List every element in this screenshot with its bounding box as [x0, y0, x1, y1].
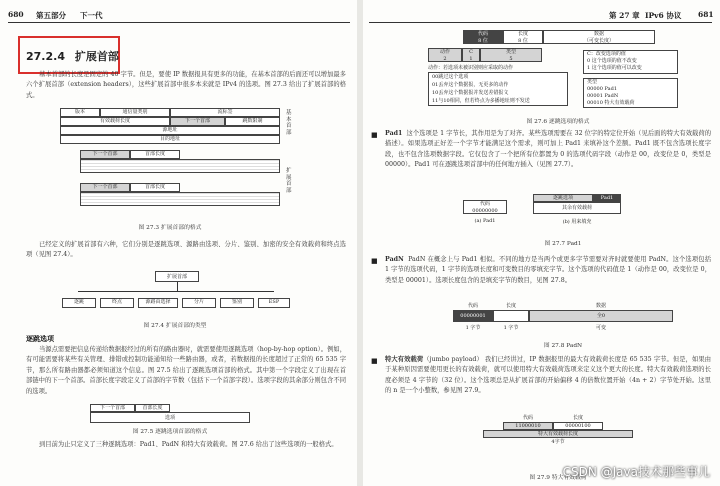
jumbo-paragraph — [385, 355, 711, 397]
fig6-code-label: 代码 — [477, 31, 488, 37]
fig7-code — [463, 200, 507, 214]
pad1-text: 这个选项是 1 字节长，其作用是为了对齐。某些选项需要在 32 位字的特定位开始（见后面的特大有效载荷的描述）。如果选项正好差一个字节才能满足这个需求，则可加上 Pad1 来填补这个差额。Pad1 既不包含选项长度字段，也不包含选项数据字段。它仅包含了一个把所有位都置为 0 的选项代码字段（动作是 00，改变位是 0，类型是 00000）。Pad1 可在逐跳选项首部中的任何地方插入（见图 27.7）。 — [385, 130, 711, 169]
fig7-opt-label: 逐跳选项 — [533, 194, 593, 202]
fig4-item-esp: ESP — [258, 298, 290, 308]
fig9-bytes: 4字节 — [551, 439, 565, 445]
fig4-item-routing: 源路由选择 — [138, 298, 178, 308]
fig3-ext-header-label: 扩展首部 — [286, 168, 292, 194]
padn-title: PadN — [385, 256, 404, 263]
paragraph-2: 已经定义的扩展首部有六种，它们分别是逐跳选项、源路由选项、分片、鉴别、加密的安全有效载荷和终点选项（见图 27.4）。 — [26, 241, 346, 259]
left-part-title: 下一代 — [80, 11, 103, 20]
figure-27-9 — [483, 414, 633, 444]
fig6-c-legend-0: C：改变选项的值 — [587, 51, 626, 57]
fig9-length-value: 00000100 — [553, 422, 603, 430]
fig6-length — [503, 30, 543, 44]
fig6-c-bits: 1 — [469, 55, 473, 62]
fig6-length-bits: 8 位 — [518, 37, 528, 44]
fig9-length-label: 长度 — [572, 415, 583, 421]
figure-27-5 — [90, 404, 250, 424]
fig7-code-label: 代码 — [479, 201, 490, 207]
hop-by-hop-heading: 逐跳选项 — [26, 334, 54, 343]
padn-paragraph — [385, 255, 711, 286]
fig3-ext-header-length-1: 首部长度 — [130, 150, 180, 159]
right-page — [363, 0, 720, 486]
fig3-destination-address: 目的地址 — [60, 135, 280, 144]
fig5-options: 选项 — [90, 412, 250, 423]
right-chapter-label: 第 27 章 — [609, 11, 640, 20]
fig6-actions-box — [428, 72, 568, 106]
fig6-data — [543, 30, 655, 44]
fig9-code-label: 代码 — [522, 415, 533, 421]
paragraph-4: 到目前为止只定义了三种逐跳选项：Pad1、PadN 和特大有效载荷。图 27.6 给出了这些选项的一般格式。 — [39, 441, 338, 448]
fig7-a-label: (a) Pad1 — [474, 218, 496, 224]
fig4-caption: 图 27.4 扩展首部的类型 — [143, 323, 207, 329]
pad1-bullet: ■ — [371, 130, 378, 139]
fig4-branch — [78, 291, 274, 292]
fig4-root: 扩展首部 — [155, 271, 199, 282]
fig4-stem — [177, 282, 178, 291]
fig8-code-value: 00000001 — [453, 310, 493, 322]
watermark: CSDN @Java技术那些事儿 — [562, 465, 710, 479]
section-heading — [26, 48, 119, 64]
fig6-type-legend-0: 类型 — [587, 79, 598, 85]
paragraph-3: 当源点需要把信息传递给数据报经过的所有的路由器时，就需要使用逐跳选项（hop-by-hop option）。例如，有可能需要将某些有关管理、排错或控制功能通知给一些路由器，或者，若数据报的长度超过了正常的 65 535 字节，那么所有路由器都必须知道这个信息。图 27.5 给出了逐跳选项首部的格式。其中第一个字段定义了出现在首部链中的下一个首部。首部长度字段定义了首部的字节数（包括下一个首部字段）。选项字段的其余部分则包含不同的选项。 — [26, 346, 346, 395]
jumbo-text: （jumbo payload） 我们已经讲过，IP 数据报里的最大有效载荷长度是 65 535 字节。但是，如果由于某种原因需要使用更长的有效载荷，就可以使用特大有效载荷选项来定义这个更大的长度。特大有效载荷选项的长度必须是 4 字节的（32 位）。这个选项总是从扩展首部的开始偏移 4 的倍数位置开始（4n + 2）字节处开始。这里的 n 是一个小整数，参见图 27.9。 — [385, 356, 712, 395]
fig6-type-legend-3: 00010 特大有效载荷 — [587, 100, 635, 106]
fig6-code-bits: 8 位 — [478, 37, 488, 44]
fig3-hop-limit: 跳数限制 — [225, 117, 280, 126]
fig8-caption: 图 27.8 PadN — [543, 343, 583, 349]
fig7-other: 其余有效载荷 — [533, 202, 621, 214]
figure-27-7 — [463, 194, 663, 236]
fig4-item-dest: 终点 — [100, 298, 134, 308]
fig8-data-cell: 全0 — [529, 310, 673, 322]
fig3-ext-next-header-2: 下一个首部 — [80, 183, 130, 192]
right-chapter-title: IPv6 协议 — [645, 11, 682, 20]
left-page-number: 680 — [8, 10, 24, 19]
fig9-payload: 特大有效载荷长度 — [483, 430, 633, 438]
fig6-action-01: 01丢弃这个数据报，无更多的动作 — [432, 82, 509, 88]
fig6-data-label: 数据 — [593, 31, 604, 37]
fig9-code-value: 11000010 — [503, 422, 553, 430]
fig6-action-00: 00跳过这个选项 — [432, 74, 469, 80]
fig3-payload-length: 有效载荷长度 — [60, 117, 170, 126]
fig6-c-legend — [583, 50, 678, 74]
paragraph-1: 基本首部的长度是固定的 40 字节。但是，要使 IP 数据报具有更多的功能，在基本首部的后面还可以增加最多六个扩展首部（extension headers），这些扩展首部中很多本来就是 IPv4 的选项。图 27.3 给出了扩展首部的格式。 — [26, 71, 346, 99]
fig6-action-11: 11与10相同，但若终点为多播地址则不发送 — [432, 98, 530, 104]
fig6-type — [480, 48, 542, 62]
fig8-bytes-var: 可变 — [595, 325, 606, 331]
fig9-caption: 图 27.9 特大有效载荷 — [529, 475, 587, 481]
fig7-caption: 图 27.7 Pad1 — [544, 241, 582, 247]
fig3-source-address: 源地址 — [60, 126, 280, 135]
figure-27-3 — [60, 108, 292, 218]
jumbo-bullet: ■ — [371, 356, 378, 365]
pad1-paragraph — [385, 129, 711, 171]
fig6-action-10: 10丢弃这个数据报并发送差错报文 — [432, 90, 509, 96]
figure-27-4 — [60, 268, 290, 318]
right-page-number: 681 — [698, 10, 714, 19]
figure-27-6 — [423, 30, 693, 112]
fig6-type-bits: 5 — [509, 55, 513, 62]
fig7-code-value: 00000000 — [472, 207, 498, 214]
fig3-version: 版本 — [60, 108, 100, 117]
fig4-item-auth: 鉴别 — [220, 298, 254, 308]
fig4-item-hop: 逐跳 — [62, 298, 96, 308]
fig6-action-label: 动作 — [439, 49, 450, 55]
fig5-next-header: 下一个首部 — [90, 404, 135, 412]
fig6-c-legend-2: 1 这个选项的值可以改变 — [587, 65, 642, 71]
fig3-ext-body-2 — [80, 192, 280, 206]
fig6-type-label: 类型 — [505, 49, 516, 55]
fig3-ext-next-header-1: 下一个首部 — [80, 150, 130, 159]
fig6-data-note: （可变长度） — [583, 37, 614, 44]
fig6-length-label: 长度 — [517, 31, 528, 37]
fig6-action-note: 动作：若选项未被识别则应采取的动作 — [428, 65, 514, 71]
fig6-c-legend-1: 0 这个选项的值不改变 — [587, 58, 637, 64]
fig6-code — [463, 30, 503, 44]
pad1-title: Pad1 — [385, 130, 403, 137]
figure-27-8 — [453, 302, 673, 338]
fig3-flow-label: 流标签 — [170, 108, 280, 117]
left-part-label: 第五部分 — [36, 11, 66, 20]
section-number: 27.2.4 — [26, 50, 65, 63]
fig6-type-legend-1: 00000 Pad1 — [587, 86, 617, 92]
fig8-code-label: 代码 — [467, 303, 478, 309]
fig3-ext-body-1 — [80, 159, 280, 173]
fig3-ext-header-length-2: 首部长度 — [130, 183, 180, 192]
fig6-c — [462, 48, 480, 62]
padn-text: PadN 在概念上与 Pad1 相似。不同的地方是当两个或更多字节需要对齐时就要使用 PadN。这个选项包括 1 字节的选项代码，1 字节的选项长度和可变数目的零填充字节。这个选项的代码值是 1（动作是 00，改变位是 0，类型是 00001）。选项长度包含的是填充字节的数目，见图 27.8。 — [385, 256, 711, 284]
left-page — [0, 0, 357, 486]
fig6-action-bits: 2 — [443, 55, 447, 62]
fig3-caption: 图 27.3 扩展首部的格式 — [138, 225, 202, 231]
section-title: 扩展首部 — [74, 50, 119, 63]
fig8-bytes-1: 1 字节 — [465, 325, 481, 331]
fig7-b-label: (b) 用来填充 — [562, 219, 592, 225]
fig7-pad1-cell: Pad1 — [593, 194, 621, 202]
fig8-data-label: 数据 — [595, 303, 606, 309]
fig6-c-label: C — [469, 49, 473, 55]
fig5-caption: 图 27.5 逐跳选项首部的格式 — [132, 429, 208, 435]
fig8-bytes-2: 1 字节 — [503, 325, 519, 331]
fig6-type-legend — [583, 78, 678, 108]
fig6-action — [428, 48, 462, 62]
left-header-rule — [8, 22, 350, 23]
jumbo-title: 特大有效载荷 — [385, 356, 424, 363]
fig5-header-length: 首部长度 — [135, 404, 170, 412]
right-header-rule — [369, 22, 712, 23]
fig8-length-label: 长度 — [505, 303, 516, 309]
padn-bullet: ■ — [371, 256, 378, 265]
fig6-type-legend-2: 00001 PadN — [587, 93, 619, 99]
fig3-next-header: 下一个首部 — [170, 117, 225, 126]
fig8-length-cell — [493, 310, 529, 322]
fig3-traffic-class: 通信量类别 — [100, 108, 170, 117]
fig6-caption: 图 27.6 逐跳选项的格式 — [526, 119, 590, 125]
fig3-base-header-label: 基本首部 — [286, 110, 292, 136]
fig4-item-fragment: 分片 — [182, 298, 216, 308]
